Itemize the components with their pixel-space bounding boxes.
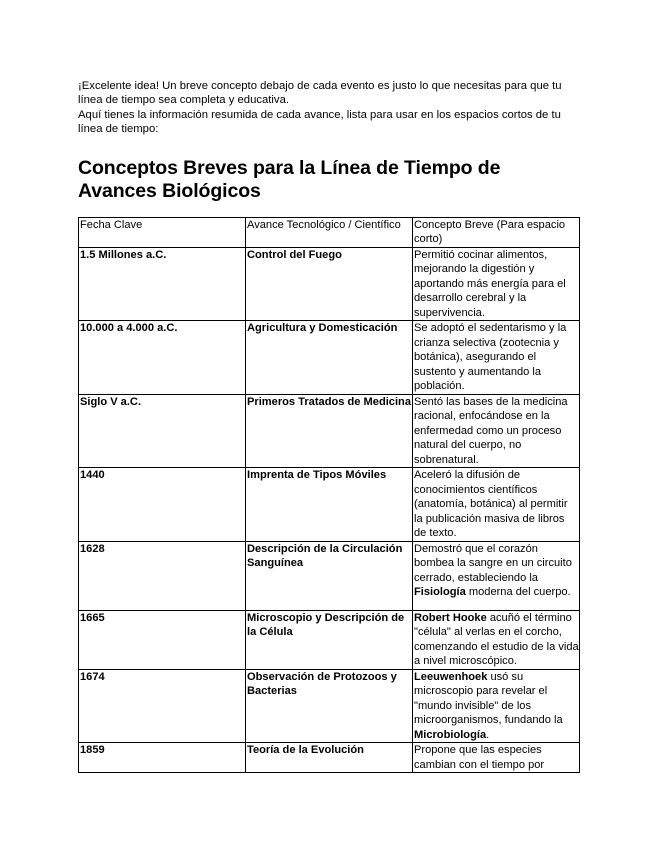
row-concept xyxy=(413,321,580,395)
concept-text: usó su microscopio para revelar el "mundo invisible" de los microorganismos, fundando la xyxy=(414,670,563,727)
row-advance: Microscopio y Descripción de la Célula xyxy=(246,610,413,669)
row-concept xyxy=(413,669,580,743)
table-row xyxy=(79,247,580,321)
row-advance: Primeros Tratados de Medicina xyxy=(246,394,413,468)
header-concept: Concepto Breve (Para espacio corto) xyxy=(413,217,580,247)
document-title: Conceptos Breves para la Línea de Tiempo de Avances Biológicos xyxy=(78,156,501,202)
row-advance: Control del Fuego xyxy=(246,247,413,321)
concept-text: Aceleró la difusión de conocimientos científicos (anatomía, botánica) al permitir la publicación masiva de libros de texto. xyxy=(414,469,568,540)
intro-paragraph-2: Aquí tienes la información resumida de cada avance, lista para usar en los espacios cortos de tu línea de tiempo: xyxy=(78,108,561,136)
row-date: 1674 xyxy=(79,669,246,743)
table-row xyxy=(79,669,580,743)
table-row xyxy=(79,743,580,773)
row-advance: Descripción de la Circulación Sanguínea xyxy=(246,541,413,610)
row-concept xyxy=(413,247,580,321)
table-row xyxy=(79,394,580,468)
row-concept xyxy=(413,394,580,468)
concept-text: acuñó el término "célula" al verlas en el corcho, comenzando el estudio de la vida a nivel microscópico. xyxy=(414,611,579,668)
row-concept xyxy=(413,610,580,669)
concept-text: Demostró que el corazón bombea la sangre en un circuito cerrado, estableciendo la xyxy=(414,542,572,584)
row-advance: Observación de Protozoos y Bacterias xyxy=(246,669,413,743)
timeline-table xyxy=(78,217,580,774)
concept-bold-term: Leeuwenhoek xyxy=(414,670,488,683)
concept-text: moderna del cuerpo. xyxy=(465,586,571,599)
concept-text: Permitió cocinar alimentos, mejorando la digestión y aportando más energía para el desarrollo cerebral y la supervivencia. xyxy=(414,248,566,319)
row-concept xyxy=(413,541,580,610)
row-date: 1628 xyxy=(79,541,246,610)
concept-text: . xyxy=(486,728,490,741)
document-page xyxy=(78,79,580,773)
row-advance: Agricultura y Domesticación xyxy=(246,321,413,395)
row-advance: Teoría de la Evolución xyxy=(246,743,413,773)
concept-bold-term: Microbiología xyxy=(414,728,487,741)
row-date: 10.000 a 4.000 a.C. xyxy=(79,321,246,395)
row-concept xyxy=(413,743,580,773)
header-date: Fecha Clave xyxy=(79,217,246,247)
concept-text: Sentó las bases de la medicina racional, enfocándose en la enfermedad como un proceso natural del cuerpo, no sobrenatural. xyxy=(414,395,568,466)
table-row xyxy=(79,610,580,669)
row-date: 1440 xyxy=(79,468,246,542)
row-date: 1859 xyxy=(79,743,246,773)
intro-paragraph-1: ¡Excelente idea! Un breve concepto debajo de cada evento es justo lo que necesitas para que tu línea de tiempo sea completa y educativa. xyxy=(78,80,562,107)
concept-text: Propone que las especies cambian con el tiempo por xyxy=(414,744,545,771)
table-row xyxy=(79,541,580,610)
table-row xyxy=(79,468,580,542)
concept-bold-term: Robert Hooke xyxy=(414,611,487,624)
row-advance: Imprenta de Tipos Móviles xyxy=(246,468,413,542)
row-date: 1.5 Millones a.C. xyxy=(79,247,246,321)
row-concept xyxy=(413,468,580,542)
concept-text: Se adoptó el sedentarismo y la crianza selectiva (zootecnia y botánica), asegurando el sustento y aumentando la población. xyxy=(414,322,567,393)
table-row xyxy=(79,321,580,395)
table-header-row xyxy=(79,217,580,247)
row-date: Siglo V a.C. xyxy=(79,394,246,468)
row-date: 1665 xyxy=(79,610,246,669)
concept-bold-term: Fisiología xyxy=(414,586,466,599)
header-advance: Avance Tecnológico / Científico xyxy=(246,217,413,247)
